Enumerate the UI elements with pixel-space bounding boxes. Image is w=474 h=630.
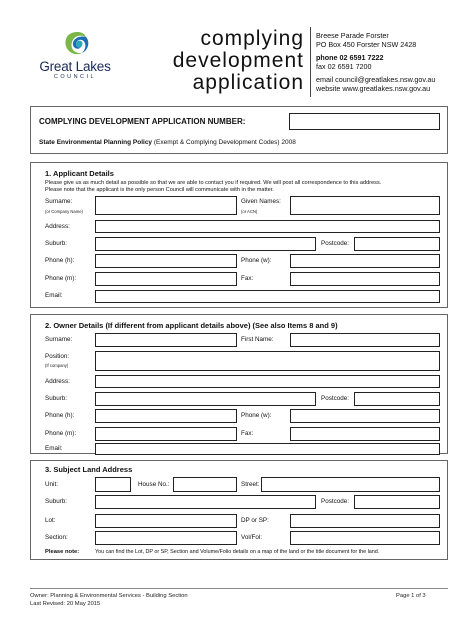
- land-section-title: 3. Subject Land Address: [45, 465, 133, 474]
- footer-divider: [30, 588, 448, 589]
- section-label: Section:: [45, 534, 68, 541]
- land-suburb-label: Suburb:: [45, 498, 68, 505]
- unit-label: Unit:: [45, 481, 58, 488]
- subject-land-section: [30, 460, 448, 560]
- lot-field[interactable]: [95, 514, 237, 528]
- owner-postcode-field[interactable]: [354, 392, 440, 406]
- contact-website: website www.greatlakes.nsw.gov.au: [316, 84, 431, 93]
- footer-owner: Owner: Planning & Environmental Services - Building Section: [30, 593, 188, 599]
- owner-first-name-field[interactable]: [290, 333, 440, 347]
- dp-sp-field[interactable]: [290, 514, 440, 528]
- policy-rest: (Exempt & Complying Development Codes) 2008: [152, 139, 296, 146]
- title-divider: [310, 27, 311, 97]
- contact-fax: fax 02 6591 7200: [316, 62, 372, 71]
- logo-name: Great Lakes: [39, 59, 111, 74]
- street-field[interactable]: [261, 477, 440, 492]
- owner-address-field[interactable]: [95, 375, 440, 388]
- owner-phone-w-field[interactable]: [290, 409, 440, 423]
- contact-phone: phone 02 6591 7222: [316, 53, 384, 62]
- fax-label: Fax:: [241, 275, 254, 282]
- applicant-surname-field[interactable]: [95, 196, 237, 215]
- house-number-label: House No.:: [138, 481, 170, 488]
- app-number-label: COMPLYING DEVELOPMENT APPLICATION NUMBER:: [39, 117, 246, 126]
- street-label: Street:: [241, 481, 260, 488]
- owner-phone-m-label: Phone (m):: [45, 430, 77, 437]
- title-line-3: application: [192, 71, 304, 94]
- owner-postcode-label: Postcode:: [321, 395, 350, 402]
- applicant-suburb-field[interactable]: [95, 237, 316, 251]
- owner-email-field[interactable]: [95, 443, 440, 455]
- owner-fax-field[interactable]: [290, 427, 440, 441]
- owner-suburb-field[interactable]: [95, 392, 316, 406]
- owner-phone-h-field[interactable]: [95, 409, 237, 423]
- owner-first-name-label: First Name:: [241, 336, 274, 343]
- owner-address-label: Address:: [45, 378, 70, 385]
- owner-phone-w-label: Phone (w):: [241, 412, 272, 419]
- vol-fol-field[interactable]: [290, 531, 440, 545]
- applicant-phone-m-field[interactable]: [95, 272, 237, 286]
- house-number-field[interactable]: [173, 477, 237, 492]
- applicant-phone-h-field[interactable]: [95, 254, 237, 268]
- owner-phone-h-label: Phone (h):: [45, 412, 75, 419]
- applicant-given-names-field[interactable]: [290, 196, 440, 215]
- postcode-label: Postcode:: [321, 240, 350, 247]
- contact-block: [316, 31, 466, 93]
- owner-section-title: 2. Owner Details (If different from applicant details above) (See also Items 8 and 9): [45, 321, 338, 330]
- owner-position-sublabel: (If company): [45, 363, 69, 368]
- owner-email-label: Email:: [45, 445, 63, 452]
- unit-field[interactable]: [95, 477, 131, 492]
- app-number-field[interactable]: [289, 113, 440, 130]
- applicant-email-field[interactable]: [95, 290, 440, 303]
- please-note-label: Please note:: [45, 549, 80, 555]
- applicant-phone-w-field[interactable]: [290, 254, 440, 268]
- address-label: Address:: [45, 223, 70, 230]
- contact-address-1: Breese Parade Forster: [316, 31, 389, 40]
- owner-suburb-label: Suburb:: [45, 395, 68, 402]
- applicant-section-title: 1. Applicant Details: [45, 169, 114, 178]
- title-line-2: development: [172, 49, 304, 72]
- owner-details-section: [30, 314, 448, 454]
- land-postcode-label: Postcode:: [321, 498, 350, 505]
- policy-bold: State Environmental Planning Policy: [39, 139, 153, 146]
- owner-surname-label: Surname:: [45, 336, 73, 343]
- contact-address-2: PO Box 450 Forster NSW 2428: [316, 40, 417, 49]
- contact-email: email council@greatlakes.nsw.gov.au: [316, 75, 436, 84]
- owner-position-label: Position:: [45, 353, 70, 360]
- application-number-box: [30, 106, 448, 154]
- suburb-label: Suburb:: [45, 240, 68, 247]
- owner-phone-m-field[interactable]: [95, 427, 237, 441]
- section-field[interactable]: [95, 531, 237, 545]
- owner-position-field[interactable]: [95, 351, 440, 371]
- please-note-text: You can find the Lot, DP or SP, Section and Volume/Folio details on a map of the land or the title document for the land.: [95, 549, 380, 555]
- given-names-sublabel: (or ACN): [241, 209, 258, 214]
- applicant-note-1: Please give us as much detail as possible so that we are able to contact you if required. We will post all correspondence to this address.: [45, 180, 382, 186]
- land-suburb-field[interactable]: [95, 495, 316, 509]
- policy-text: [39, 139, 296, 146]
- footer-page-number: Page 1 of 3: [396, 593, 426, 599]
- applicant-details-section: [30, 162, 448, 308]
- surname-label: Surname:: [45, 198, 73, 205]
- applicant-fax-field[interactable]: [290, 272, 440, 286]
- logo-sub: COUNCIL: [53, 74, 97, 80]
- phone-w-label: Phone (w):: [241, 257, 272, 264]
- applicant-address-field[interactable]: [95, 220, 440, 233]
- council-logo: [30, 30, 120, 82]
- owner-fax-label: Fax:: [241, 430, 254, 437]
- phone-h-label: Phone (h):: [45, 257, 75, 264]
- footer-revised: Last Revised: 20 May 2015: [30, 601, 101, 607]
- surname-sublabel: (or Company Name): [45, 209, 83, 214]
- phone-m-label: Phone (m):: [45, 275, 77, 282]
- given-names-label: Given Names:: [241, 198, 281, 205]
- email-label: Email:: [45, 292, 63, 299]
- great-lakes-logo-icon: [62, 30, 92, 58]
- owner-surname-field[interactable]: [95, 333, 237, 347]
- applicant-postcode-field[interactable]: [354, 237, 440, 251]
- applicant-note-2: Please note that the applicant is the only person Council will communicate with in the matter.: [45, 187, 274, 193]
- dp-sp-label: DP or SP:: [241, 517, 269, 524]
- lot-label: Lot:: [45, 517, 56, 524]
- vol-fol-label: Vol/Fol:: [241, 534, 262, 541]
- title-line-1: complying: [200, 27, 304, 50]
- form-title: [150, 28, 304, 94]
- land-postcode-field[interactable]: [354, 495, 440, 509]
